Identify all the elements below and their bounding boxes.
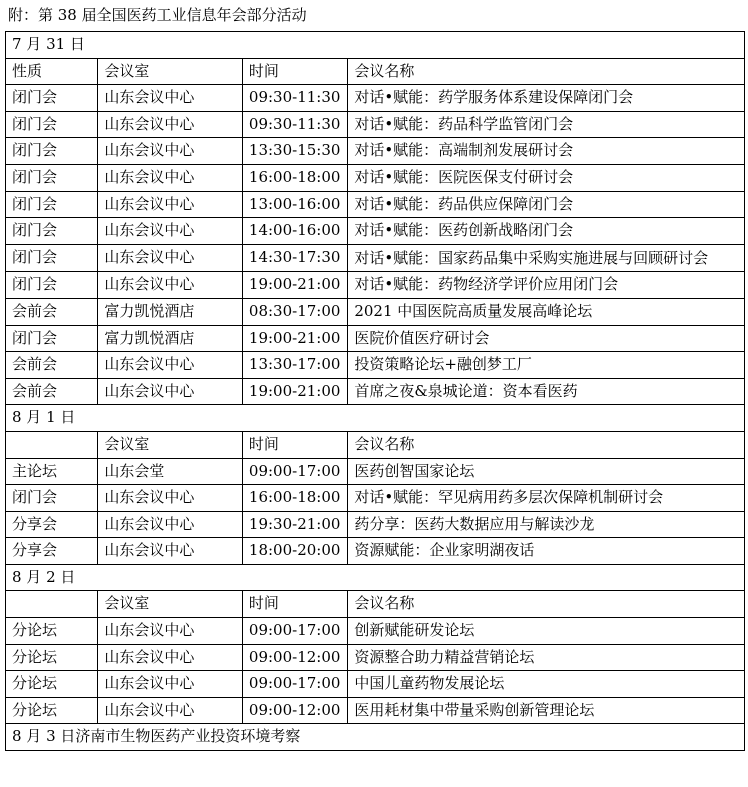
cell-type: 分论坛 <box>6 618 98 645</box>
cell-room: 山东会议中心 <box>98 272 243 299</box>
cell-name: 投资策略论坛+融创梦工厂 <box>348 352 745 379</box>
cell-time: 19:00-21:00 <box>242 378 347 405</box>
cell-name: 对话•赋能：医药创新战略闭门会 <box>348 218 745 245</box>
column-header-row <box>6 431 745 458</box>
cell-name: 首席之夜&泉城论道：资本看医药 <box>348 378 745 405</box>
cell-name: 医院价值医疗研讨会 <box>348 325 745 352</box>
day-date: 8 月 1 日 <box>6 405 745 432</box>
table-row <box>6 538 745 565</box>
cell-name: 对话•赋能：高端制剂发展研讨会 <box>348 138 745 165</box>
cell-room: 山东会议中心 <box>98 697 243 724</box>
cell-room: 富力凯悦酒店 <box>98 325 243 352</box>
table-row <box>6 218 745 245</box>
cell-type: 闭门会 <box>6 244 98 272</box>
column-header-row <box>6 591 745 618</box>
table-row <box>6 697 745 724</box>
table-row <box>6 85 745 112</box>
column-header-row <box>6 58 745 85</box>
cell-room: 山东会议中心 <box>98 485 243 512</box>
cell-type: 闭门会 <box>6 485 98 512</box>
cell-type: 分享会 <box>6 511 98 538</box>
cell-time: 18:00-20:00 <box>242 538 347 565</box>
cell-type: 主论坛 <box>6 458 98 485</box>
column-header-room: 会议室 <box>98 431 243 458</box>
cell-type: 闭门会 <box>6 164 98 191</box>
column-header-name: 会议名称 <box>348 591 745 618</box>
cell-time: 16:00-18:00 <box>242 485 347 512</box>
table-row <box>6 352 745 379</box>
column-header-time: 时间 <box>242 58 347 85</box>
cell-name: 医用耗材集中带量采购创新管理论坛 <box>348 697 745 724</box>
cell-time: 09:00-12:00 <box>242 697 347 724</box>
cell-name: 2021 中国医院高质量发展高峰论坛 <box>348 298 745 325</box>
cell-type: 闭门会 <box>6 272 98 299</box>
cell-room: 山东会议中心 <box>98 218 243 245</box>
cell-type: 闭门会 <box>6 111 98 138</box>
footer-row <box>6 724 745 751</box>
cell-room: 山东会议中心 <box>98 644 243 671</box>
column-header-type <box>6 431 98 458</box>
cell-name: 中国儿童药物发展论坛 <box>348 671 745 698</box>
site-visit-note: 8 月 3 日济南市生物医药产业投资环境考察 <box>6 724 745 751</box>
column-header-type <box>6 591 98 618</box>
cell-time: 09:00-17:00 <box>242 458 347 485</box>
table-row <box>6 458 745 485</box>
day-header-row <box>6 405 745 432</box>
cell-type: 分享会 <box>6 538 98 565</box>
cell-time: 19:30-21:00 <box>242 511 347 538</box>
cell-room: 富力凯悦酒店 <box>98 298 243 325</box>
cell-type: 闭门会 <box>6 138 98 165</box>
activity-schedule-table <box>5 31 745 751</box>
cell-room: 山东会议中心 <box>98 244 243 272</box>
table-row <box>6 111 745 138</box>
cell-room: 山东会议中心 <box>98 85 243 112</box>
cell-name: 对话•赋能：药学服务体系建设保障闭门会 <box>348 85 745 112</box>
table-row <box>6 325 745 352</box>
cell-name: 资源赋能：企业家明湖夜话 <box>348 538 745 565</box>
cell-time: 19:00-21:00 <box>242 325 347 352</box>
day-date: 8 月 2 日 <box>6 564 745 591</box>
cell-name: 医药创智国家论坛 <box>348 458 745 485</box>
column-header-time: 时间 <box>242 431 347 458</box>
cell-type: 分论坛 <box>6 697 98 724</box>
column-header-name: 会议名称 <box>348 431 745 458</box>
cell-time: 14:00-16:00 <box>242 218 347 245</box>
table-row <box>6 191 745 218</box>
table-row <box>6 511 745 538</box>
column-header-name: 会议名称 <box>348 58 745 85</box>
cell-room: 山东会议中心 <box>98 378 243 405</box>
day-header-row <box>6 32 745 59</box>
cell-time: 08:30-17:00 <box>242 298 347 325</box>
table-row <box>6 164 745 191</box>
column-header-type: 性质 <box>6 58 98 85</box>
cell-room: 山东会议中心 <box>98 138 243 165</box>
cell-type: 闭门会 <box>6 85 98 112</box>
cell-type: 会前会 <box>6 298 98 325</box>
cell-time: 09:00-17:00 <box>242 671 347 698</box>
table-row <box>6 378 745 405</box>
table-row <box>6 244 745 272</box>
cell-room: 山东会议中心 <box>98 164 243 191</box>
cell-name: 对话•赋能：医院医保支付研讨会 <box>348 164 745 191</box>
cell-time: 14:30-17:30 <box>242 244 347 272</box>
cell-name: 资源整合助力精益营销论坛 <box>348 644 745 671</box>
cell-time: 19:00-21:00 <box>242 272 347 299</box>
cell-type: 分论坛 <box>6 671 98 698</box>
table-row <box>6 618 745 645</box>
cell-time: 13:30-15:30 <box>242 138 347 165</box>
cell-room: 山东会议中心 <box>98 191 243 218</box>
table-row <box>6 485 745 512</box>
cell-time: 09:30-11:30 <box>242 111 347 138</box>
cell-name: 对话•赋能：药品供应保障闭门会 <box>348 191 745 218</box>
column-header-time: 时间 <box>242 591 347 618</box>
column-header-room: 会议室 <box>98 591 243 618</box>
cell-room: 山东会议中心 <box>98 618 243 645</box>
table-row <box>6 298 745 325</box>
cell-type: 闭门会 <box>6 191 98 218</box>
cell-time: 09:30-11:30 <box>242 85 347 112</box>
cell-room: 山东会议中心 <box>98 111 243 138</box>
cell-time: 13:00-16:00 <box>242 191 347 218</box>
column-header-room: 会议室 <box>98 58 243 85</box>
day-header-row <box>6 564 745 591</box>
cell-name: 对话•赋能：药品科学监管闭门会 <box>348 111 745 138</box>
table-row <box>6 272 745 299</box>
day-date: 7 月 31 日 <box>6 32 745 59</box>
cell-time: 16:00-18:00 <box>242 164 347 191</box>
cell-time: 09:00-12:00 <box>242 644 347 671</box>
cell-name: 创新赋能研发论坛 <box>348 618 745 645</box>
table-row <box>6 644 745 671</box>
cell-room: 山东会议中心 <box>98 352 243 379</box>
cell-type: 闭门会 <box>6 325 98 352</box>
cell-room: 山东会议中心 <box>98 671 243 698</box>
cell-time: 13:30-17:00 <box>242 352 347 379</box>
page-caption: 附：第 38 届全国医药工业信息年会部分活动 <box>8 6 307 24</box>
cell-type: 会前会 <box>6 352 98 379</box>
cell-room: 山东会议中心 <box>98 511 243 538</box>
cell-room: 山东会议中心 <box>98 538 243 565</box>
cell-name: 对话•赋能：国家药品集中采购实施进展与回顾研讨会 <box>348 244 745 272</box>
cell-name: 对话•赋能：罕见病用药多层次保障机制研讨会 <box>348 485 745 512</box>
cell-time: 09:00-17:00 <box>242 618 347 645</box>
cell-name: 对话•赋能：药物经济学评价应用闭门会 <box>348 272 745 299</box>
table-row <box>6 138 745 165</box>
table-row <box>6 671 745 698</box>
schedule-body <box>6 32 745 751</box>
cell-type: 闭门会 <box>6 218 98 245</box>
cell-type: 分论坛 <box>6 644 98 671</box>
cell-name: 药分享：医药大数据应用与解读沙龙 <box>348 511 745 538</box>
cell-type: 会前会 <box>6 378 98 405</box>
cell-room: 山东会堂 <box>98 458 243 485</box>
